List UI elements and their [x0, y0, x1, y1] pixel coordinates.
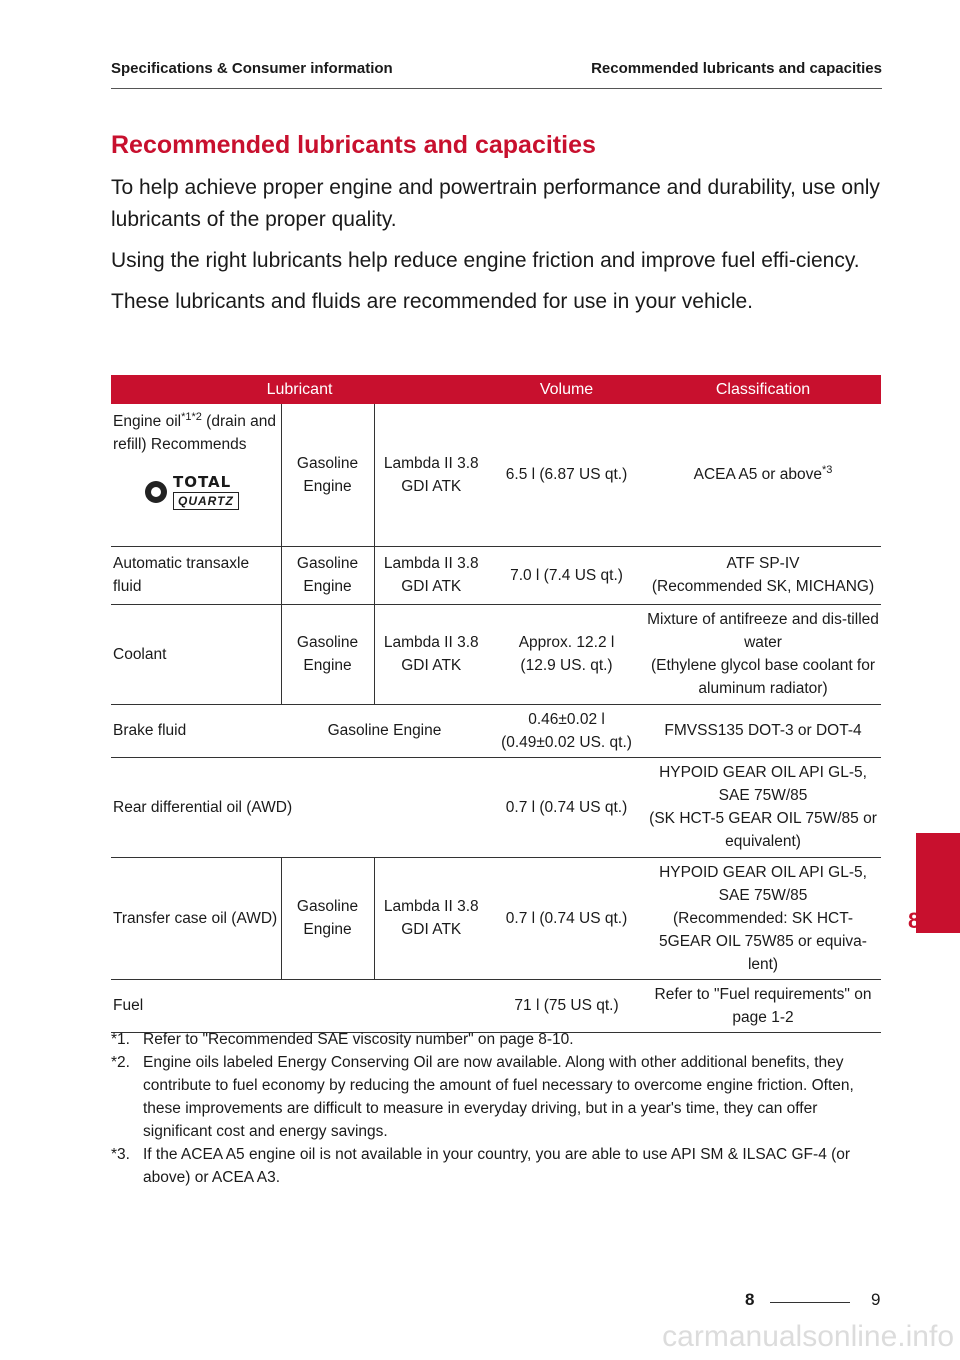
chapter-side-tab — [916, 833, 960, 933]
footnote-text: Refer to "Recommended SAE viscosity number" on page 8-10. — [143, 1031, 574, 1048]
col-header-classification: Classification — [645, 375, 881, 404]
cell-volume: 71 l (75 US qt.) — [488, 979, 645, 1032]
volume-line: Approx. 12.2 l — [518, 634, 615, 651]
running-header-section: Specifications & Consumer information — [111, 60, 393, 77]
cell-lubricant: Coolant — [111, 604, 281, 704]
lubricants-table — [111, 375, 881, 1033]
volume-line: (0.49±0.02 US. qt.) — [501, 733, 632, 751]
table-row-fuel — [111, 979, 881, 1032]
cell-classification — [645, 546, 881, 604]
cell-engine: Gasoline Engine — [281, 404, 374, 546]
cell-lubricant: Brake fluid — [111, 704, 281, 757]
page-title: Recommended lubricants and capacities — [111, 131, 596, 159]
classification-line: (Recommended: SK HCT-5GEAR OIL 75W85 or equiva-lent) — [659, 909, 867, 973]
intro-paragraph: Using the right lubricants help reduce engine friction and improve fuel effi-ciency. — [111, 249, 860, 272]
cell-lubricant: Rear differential oil (AWD) — [111, 757, 488, 857]
cell-model: Lambda II 3.8 GDI ATK — [374, 857, 488, 979]
cell-lubricant: Transfer case oil (AWD) — [111, 857, 281, 979]
classification-line: (SK HCT-5 GEAR OIL 75W/85 or equivalent) — [649, 810, 877, 850]
classification-line: ATF SP-IV — [726, 555, 800, 572]
classification-line: HYPOID GEAR OIL API GL-5, SAE 75W/85 — [659, 863, 867, 904]
cell-engine: Gasoline Engine — [281, 704, 488, 757]
classification-line: (Ethylene glycol base coolant for aluminum radiator) — [651, 657, 876, 697]
footnote-ref: *3 — [822, 464, 833, 477]
footnotes — [111, 1028, 881, 1189]
table-row-coolant — [111, 604, 881, 704]
intro-paragraph: To help achieve proper engine and powertrain performance and durability, use only lubricants of the proper quality. — [111, 176, 880, 231]
lubricant-name: Engine oil — [113, 413, 182, 430]
lubricant-name-detail: (drain and refill) Recommends — [113, 413, 276, 453]
classification-line: (Recommended SK, MICHANG) — [651, 578, 875, 595]
classification-line: Mixture of antifreeze and dis-tilled water — [647, 611, 879, 651]
footer-page-number: 9 — [871, 1290, 881, 1309]
cell-classification — [645, 757, 881, 857]
cell-volume: 7.0 l (7.4 US qt.) — [488, 546, 645, 604]
cell-engine: Gasoline Engine — [281, 546, 374, 604]
cell-model: Lambda II 3.8 GDI ATK — [374, 604, 488, 704]
cell-classification — [645, 404, 881, 546]
total-logo-icon — [145, 481, 167, 503]
col-header-volume: Volume — [488, 375, 645, 404]
table-row-rear-differential — [111, 757, 881, 857]
footnote-ref: *1*2 — [181, 410, 202, 423]
cell-volume: 0.7 l (0.74 US qt.) — [488, 857, 645, 979]
cell-classification: Refer to "Fuel requirements" on page 1-2 — [645, 979, 881, 1032]
logo-wordmark: TOTAL — [173, 473, 232, 491]
footnote-mark: *2. — [111, 1054, 130, 1071]
volume-line: 0.46±0.02 l — [528, 710, 605, 728]
footer-chapter-number: 8 — [745, 1290, 755, 1309]
total-quartz-logo — [145, 474, 279, 510]
footnote-item — [111, 1143, 881, 1189]
header-divider — [111, 88, 882, 89]
footnote-mark: *3. — [111, 1146, 130, 1163]
table-header-row — [111, 375, 881, 404]
table-row-atf — [111, 546, 881, 604]
classification-text: ACEA A5 or above — [693, 466, 822, 484]
cell-engine: Gasoline Engine — [281, 857, 374, 979]
running-header-topic: Recommended lubricants and capacities — [591, 60, 882, 77]
table-row-transfer-case — [111, 857, 881, 979]
cell-model: Lambda II 3.8 GDI ATK — [374, 546, 488, 604]
table-row-brake-fluid — [111, 704, 881, 757]
logo-subbrand: QUARTZ — [173, 492, 239, 510]
intro-text — [111, 172, 881, 327]
footnote-item — [111, 1051, 881, 1143]
footnote-text: If the ACEA A5 engine oil is not available in your country, you are able to use API SM & ILSAC GF-4 (or above) or ACEA A3. — [143, 1146, 851, 1186]
cell-lubricant — [111, 404, 281, 546]
cell-model: Lambda II 3.8 GDI ATK — [374, 404, 488, 546]
cell-volume: 0.7 l (0.74 US qt.) — [488, 757, 645, 857]
cell-volume — [488, 704, 645, 757]
cell-engine: Gasoline Engine — [281, 604, 374, 704]
intro-paragraph: These lubricants and fluids are recommended for use in your vehicle. — [111, 290, 753, 313]
cell-classification: FMVSS135 DOT-3 or DOT-4 — [645, 704, 881, 757]
footnote-text: Engine oils labeled Energy Conserving Oil are now available. Along with other additional benefits, they contribute to fuel economy by reducing the amount of fuel necessary to overcome engine friction. Often, these improvements are difficult to measure in everyday driving, but in a year's time, they can offer significant cost and energy savings. — [143, 1054, 854, 1140]
table-row-engine-oil — [111, 404, 881, 546]
cell-lubricant: Automatic transaxle fluid — [111, 546, 281, 604]
volume-line: (12.9 US. qt.) — [520, 657, 613, 674]
classification-line: HYPOID GEAR OIL API GL-5, SAE 75W/85 — [659, 764, 867, 804]
chapter-tab-number: 8 — [908, 908, 921, 933]
cell-volume — [488, 604, 645, 704]
footnote-mark: *1. — [111, 1031, 130, 1048]
cell-lubricant: Fuel — [111, 979, 488, 1032]
col-header-lubricant: Lubricant — [111, 375, 488, 404]
cell-volume: 6.5 l (6.87 US qt.) — [488, 404, 645, 546]
footer-divider — [770, 1302, 850, 1303]
watermark: carmanualsonline.info — [662, 1320, 954, 1353]
footnote-item — [111, 1028, 881, 1051]
cell-classification — [645, 604, 881, 704]
cell-classification — [645, 857, 881, 979]
